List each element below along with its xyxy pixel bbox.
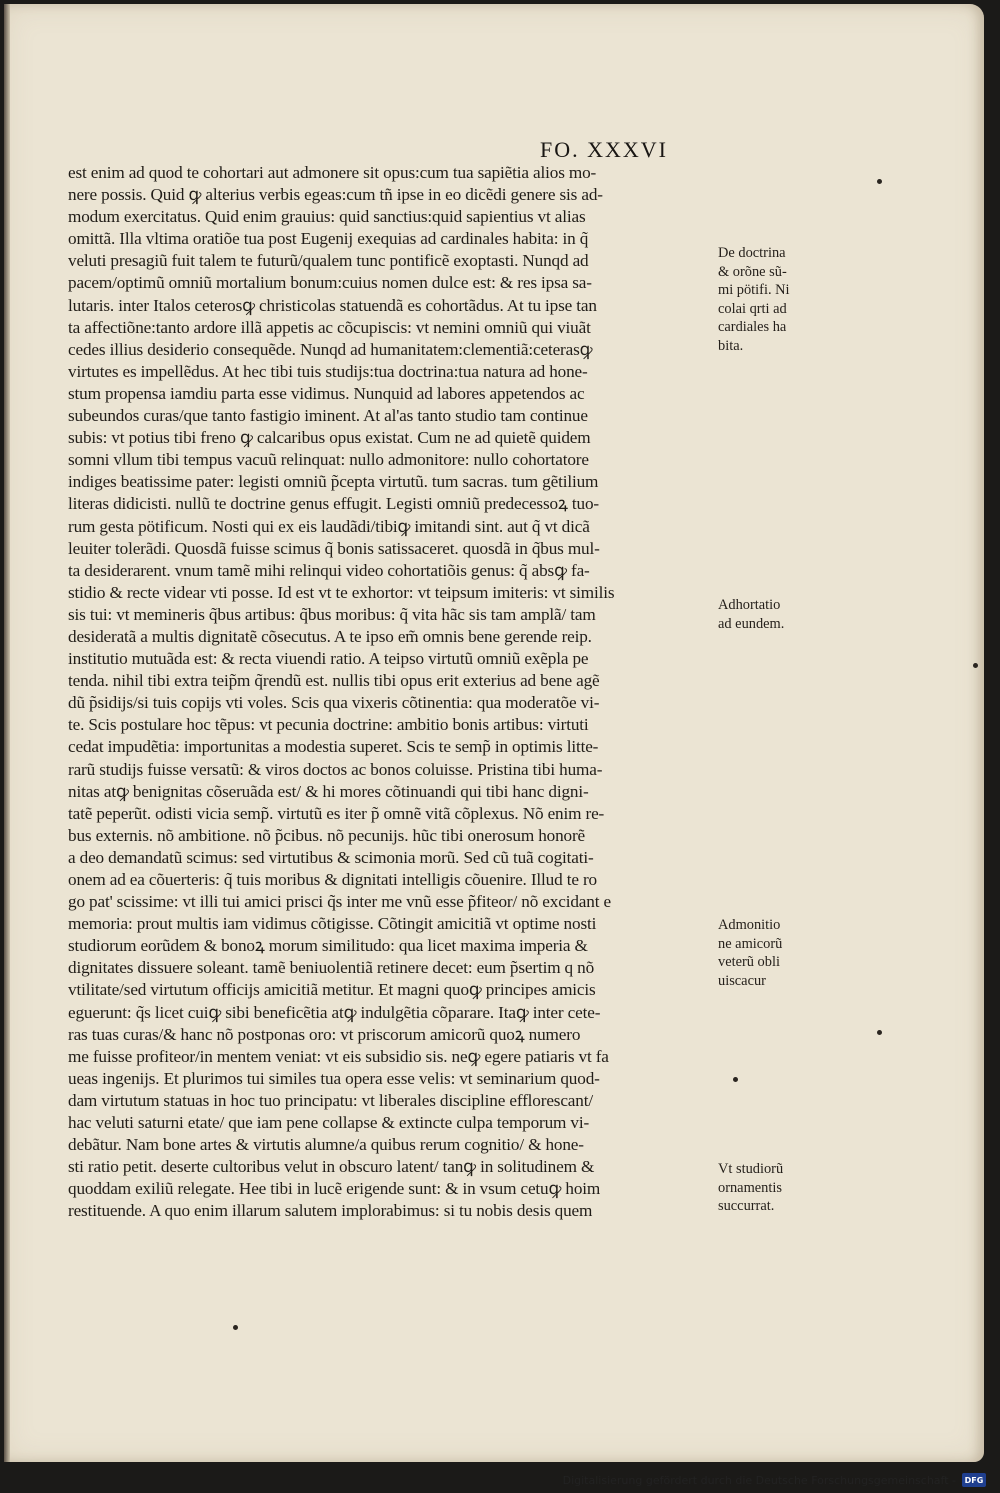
margin-note-line: uiscacur — [718, 972, 766, 989]
text-line: me fuisse profiteor/in mentem veniat: vt eis subsidio sis. neꝙ egere patiaris vt fa — [68, 1046, 609, 1066]
book-page — [4, 4, 984, 1462]
text-line: modum exercitatus. Quid enim grauius: quid sanctius:quid sapientius vt alias — [68, 207, 586, 227]
margin-note-line: Adhortatio — [718, 597, 781, 613]
text-line: literas didicisti. nullũ te doctrine genus effugit. Legisti omniũ predecessoꝝ tuo- — [68, 494, 599, 514]
ink-speck — [877, 1030, 882, 1035]
text-line: leuiter tolerãdi. Quosdã fuisse scimus q̃ bonis satissaceret. quosdã in q̃bus mul- — [68, 538, 600, 558]
text-line: stum propensa iamdiu parta esse vidimus. Nunquid ad labores appetendos ac — [68, 383, 585, 403]
text-line: dignitates dissuere soleant. tamẽ beniuolentiã retinere decet: eum p̃sertim q nõ — [68, 958, 595, 978]
text-line: restituende. A quo enim illarum salutem implorabimus: si tu nobis desis quem — [68, 1201, 593, 1221]
text-line: nere possis. Quid ꝙ alterius verbis egeas:cum tñ ipse in eo dicẽdi genere sis ad- — [68, 185, 603, 205]
text-line: eguerunt: q̃s licet cuiꝙ sibi beneficẽtia atꝙ indulgẽtia cõparare. Itaꝙ inter cete- — [68, 1002, 601, 1022]
text-line: ta affectiõne:tanto ardore illã appetis ac cõcupiscis: vt nemini omniũ qui viuãt — [68, 317, 591, 337]
margin-note-line: veterũ obli — [718, 954, 780, 970]
ink-speck — [233, 1325, 238, 1330]
dfg-logo: DFG — [962, 1473, 986, 1487]
text-line: nitas atꝙ benignitas cõseruãda est/ & hi mores cõtinuandi qui tibi hanc digni- — [68, 781, 589, 801]
text-line: tatẽ peperũt. odisti vicia semp̃. virtutũ es iter p̃ omnẽ vitã cõplexus. Nõ enim re- — [68, 803, 605, 823]
text-line: somni vllum tibi tempus vacuũ relinquat: nullo admonitore: nullo cohortatore — [68, 450, 589, 470]
margin-note-line: Admonitio — [718, 917, 781, 933]
text-line: sti ratio petit. deserte cultoribus velut in obscuro latent/ tanꝙ in solitudinem & — [68, 1157, 595, 1177]
main-text-block — [68, 162, 718, 1223]
text-line: vtilitate/sed virtutum officijs amicitiã metitur. Et magni quoꝙ principes amicis — [68, 980, 596, 1000]
margin-note-line: ornamentis — [718, 1179, 782, 1196]
text-line: indiges beatissime pater: legisti omniũ p̃cepta virtutũ. tum sacras. tum gẽtilium — [68, 472, 599, 492]
margin-note-line: De doctrina — [718, 245, 786, 261]
text-line: desideratã a multis dignitatẽ cõsecutus. A te ipso em̃ omnis bene gerende reip. — [68, 626, 592, 646]
margin-note-adhortatio — [718, 596, 828, 633]
margin-note-line: mi pötifi. Ni — [718, 282, 790, 298]
text-line: dam virtutum statuas in hoc tuo principatu: vt liberales discipline efflorescant/ — [68, 1090, 593, 1110]
text-line: ta desiderarent. vnum tamẽ mihi relinqui video cohortatiõis genus: q̃ absꝙ fa- — [68, 560, 590, 580]
ink-speck — [733, 1077, 738, 1082]
margin-note-line: colai qrti ad — [718, 300, 787, 317]
ink-speck — [973, 663, 978, 668]
credit-text: Digitalisierung gefördert durch die Deutsche Forschungsgemeinschaft - — [562, 1473, 956, 1487]
margin-note-line: succurrat. — [718, 1198, 775, 1214]
text-line: go pat' scissime: vt illi tui amici prisci q̃s inter me vnũ esse p̃fiteor/ nõ excidant e — [68, 892, 611, 912]
text-line: dũ p̃sidijs/si tuis copijs vti voles. Scis qua vixeris cõtinentia: qua moderatõe vi- — [68, 693, 600, 713]
margin-note-de-doctrina — [718, 244, 828, 355]
text-line: subis: vt potius tibi freno ꝙ calcaribus opus existat. Cum ne ad quietẽ quidem — [68, 428, 591, 448]
margin-note-line: ad eundem. — [718, 615, 785, 632]
margin-note-line: Vt studiorũ — [718, 1161, 784, 1177]
text-line: omittã. Illa vltima oratiõe tua post Eugenij exequias ad cardinales habita: in q̃ — [68, 229, 589, 249]
text-line: bus externis. nõ ambitione. nõ p̃cibus. nõ pecunijs. hũc tibi onerosum honorẽ — [68, 825, 586, 845]
text-line: quoddam exiliũ relegate. Hee tibi in lucẽ erigende sunt: & in vsum cetuꝙ hoim — [68, 1179, 601, 1199]
folio-number: FO. XXXVI — [540, 137, 668, 162]
digitization-credit — [563, 1470, 986, 1490]
text-line: subeundos curas/que tanto fastigio iminent. At al'as tanto studio tam continue — [68, 406, 588, 426]
text-line: institutio mutuãda est: & recta viuendi ratio. A teipso virtutũ omniũ exẽpla pe — [68, 649, 589, 669]
text-line: memoria: prout multis iam vidimus cõtigisse. Cõtingit amicitiã vt optime nosti — [68, 914, 597, 934]
margin-note-line: cardiales ha — [718, 319, 787, 335]
text-line: studiorum eorũdem & bonoꝝ morum similitudo: qua licet maxima imperia & — [68, 936, 588, 956]
text-line: veluti presagiũ fuit talem te futurũ/qualem tunc pontificẽ exoptasti. Nunqd ad — [68, 251, 589, 271]
text-line: cedat impudẽtia: importunitas a modestia superet. Scis te semp̃ in optimis litte- — [68, 737, 599, 757]
text-line: stidio & recte videar vti posse. Id est vt te exhortor: vt teipsum imiteris: vt similis — [68, 582, 615, 602]
margin-note-vt-studiorum — [718, 1160, 828, 1216]
margin-note-line: ne amicorũ — [718, 935, 783, 952]
text-line: rarũ studijs fuisse versatũ: & viros doctos ac bonos coluisse. Pristina tibi huma- — [68, 759, 603, 779]
text-line: lutaris. inter Italos ceterosꝙ christicolas statuendã es cohortãdus. At tu ipse tan — [68, 295, 597, 315]
text-line: sis tui: vt memineris q̃bus artibus: q̃bus moribus: q̃ vita hãc sis tam amplã/ tam — [68, 604, 596, 624]
text-line: tenda. nihil tibi extra teip̃m q̃rendũ est. nullis tibi opus erit exterius ad bene agẽ — [68, 671, 600, 691]
text-line: est enim ad quod te cohortari aut admonere sit opus:cum tua sapiẽtia alios mo- — [68, 163, 597, 182]
text-line: debãtur. Nam bone artes & virtutis alumne/a quibus rerum cognitio/ & hone- — [68, 1135, 584, 1155]
text-line: pacem/optimũ omniũ mortalium bonum:cuius nomen dulce est: & res ipsa sa- — [68, 273, 592, 293]
text-line: rum gesta pötificum. Nosti qui ex eis laudãdi/tibiꝙ imitandi sint. aut q̃ vt dicã — [68, 516, 590, 536]
page-gutter — [4, 4, 10, 1462]
text-line: virtutes es impellẽdus. At hec tibi tuis studijs:tua doctrina:tua natura ad hone- — [68, 361, 588, 381]
text-line: ueas ingenijs. Et plurimos tui similes tua opera esse velis: vt seminarium quod- — [68, 1068, 600, 1088]
margin-note-admonitio — [718, 916, 828, 990]
text-line: ras tuas curas/& hanc nõ postponas oro: vt priscorum amicorũ quoꝝ numero — [68, 1024, 581, 1044]
text-line: te. Scis postulare hoc tẽpus: vt pecunia doctrine: ambitio bonis artibus: virtuti — [68, 715, 589, 735]
text-line: cedes illius desiderio consequẽde. Nunqd ad humanitatem:clementiã:ceterasꝙ — [68, 339, 593, 359]
text-line: onem ad ea cõuerteris: q̃ tuis moribus & dignitati intelligis cõuenire. Illud te ro — [68, 870, 597, 889]
margin-note-line: & orõne sũ- — [718, 263, 787, 280]
ink-speck — [877, 179, 882, 184]
margin-note-line: bita. — [718, 337, 744, 354]
text-line: a deo demandatũ scimus: sed virtutibus & scimonia morũ. Sed cũ tuã cogitati- — [68, 847, 594, 867]
text-line: hac veluti saturni etate/ que iam pene collapse & extincte culpa temporum vi- — [68, 1113, 590, 1133]
